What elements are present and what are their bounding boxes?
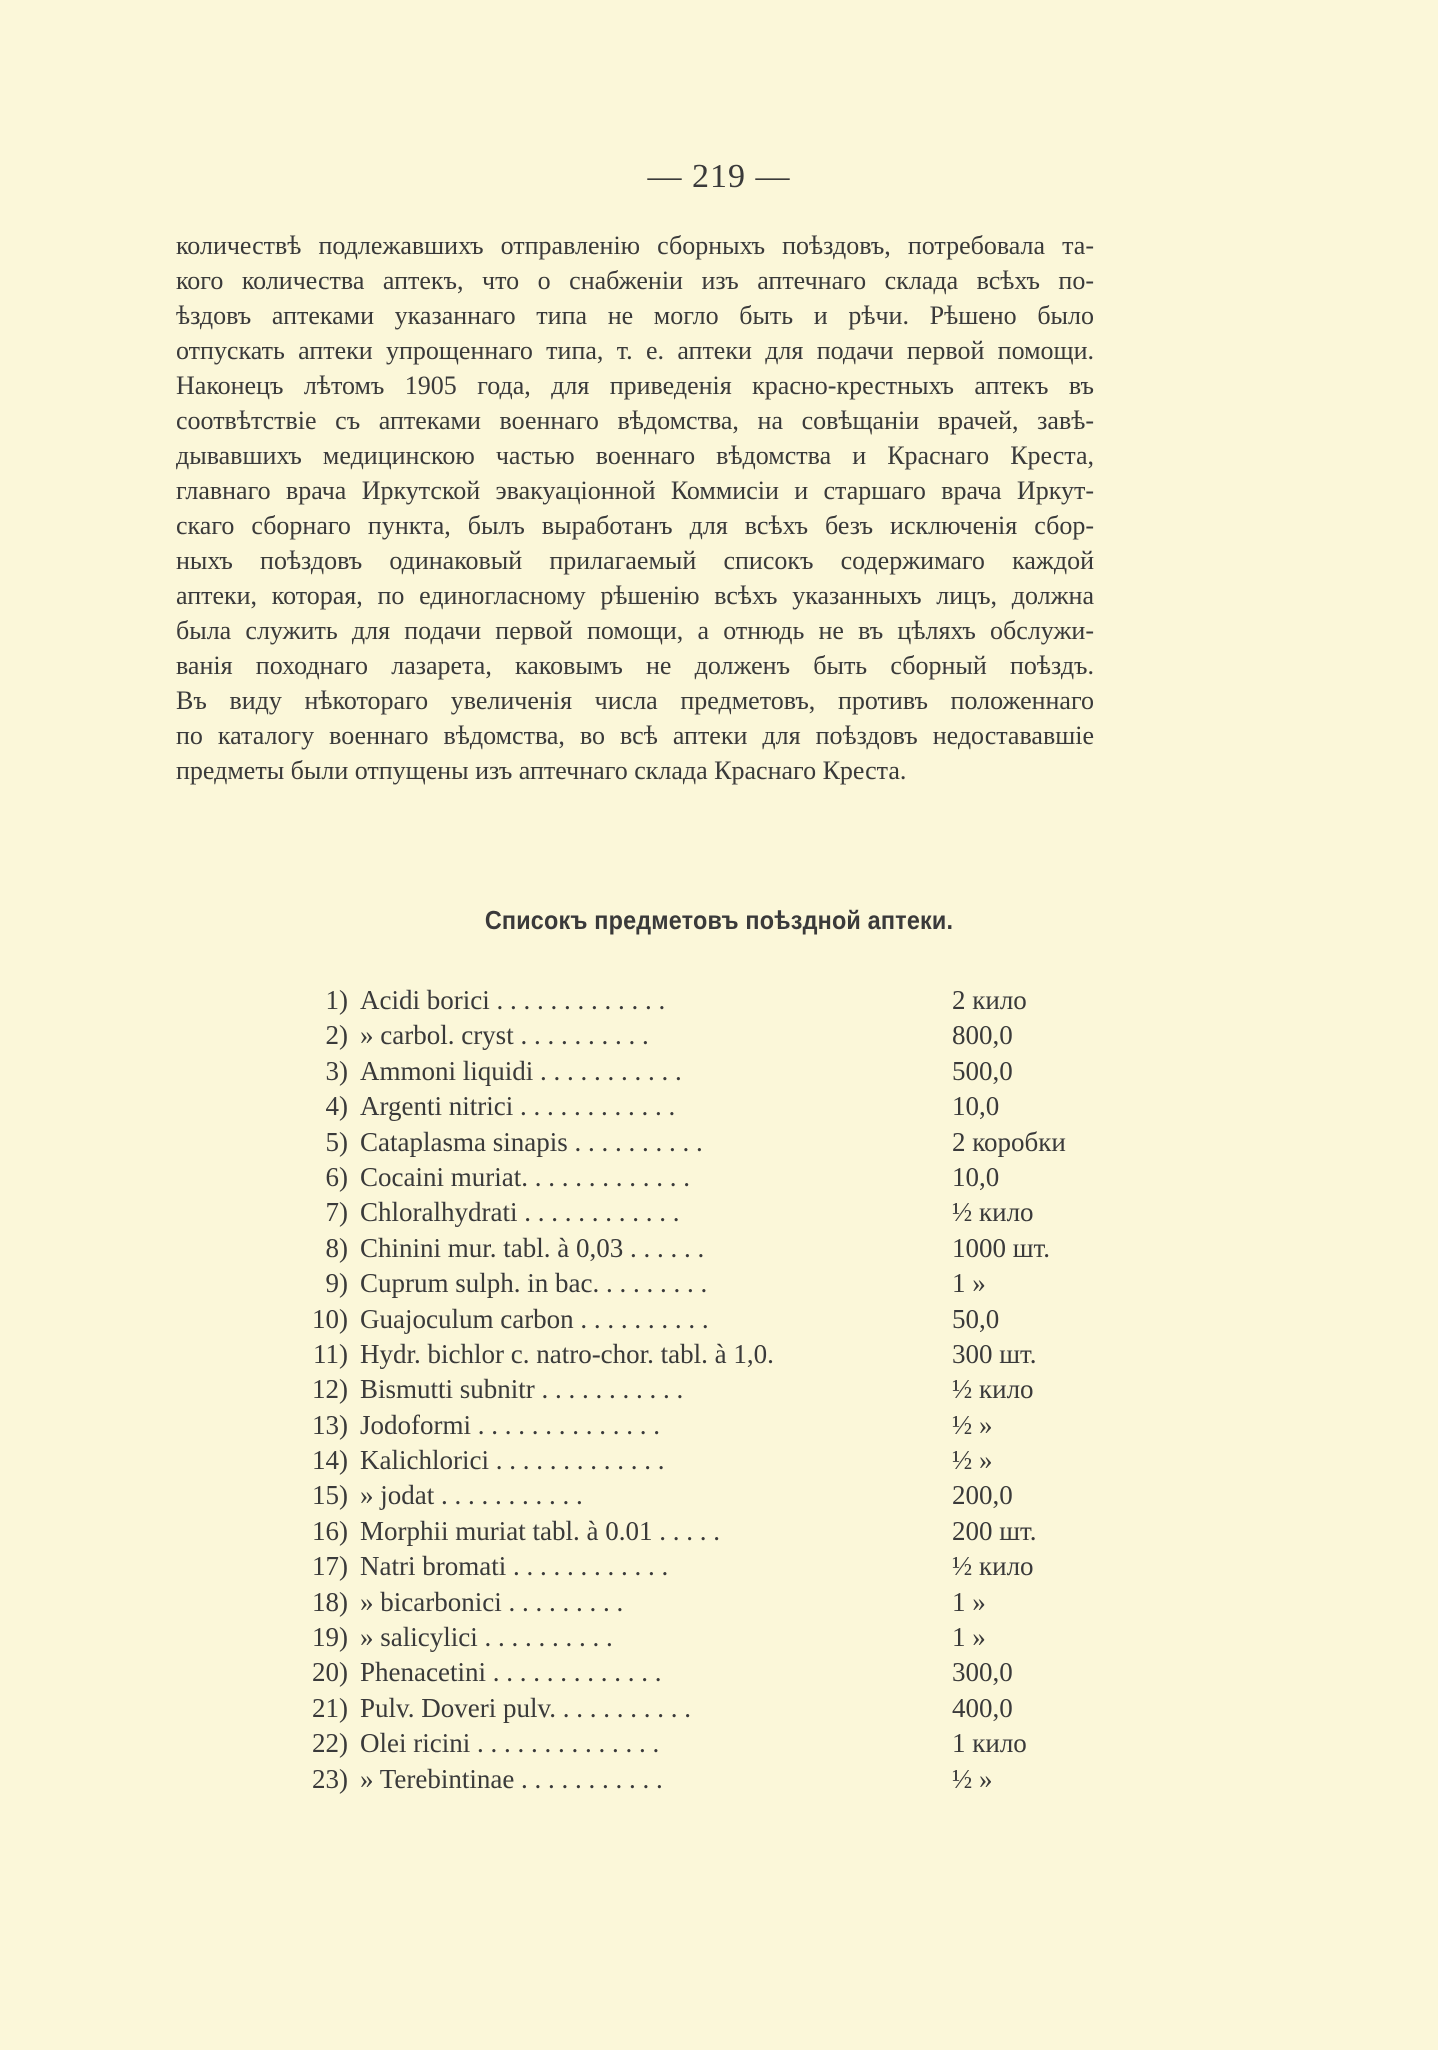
list-item [0,1195,1438,1230]
list-item [0,1408,1438,1443]
item-number: 3) [325,1055,348,1086]
item-quantity: 1 » [952,1586,986,1617]
list-item [0,1018,1438,1053]
paragraph-line: ѣздовъ аптеками указаннаго типа не могло быть и рѣчи. Рѣшено было [176,301,1094,330]
item-name: Ammoni liquidi . . . . . . . . . . . [360,1055,682,1086]
item-quantity: 10,0 [952,1091,1000,1122]
item-number: 22) [312,1728,348,1759]
list-item [0,1337,1438,1372]
item-quantity: 1 » [952,1268,986,1299]
paragraph-line: ванія походнаго лазарета, каковымъ не долженъ быть сборный поѣздъ. [176,651,1094,680]
item-quantity: 2 кило [952,985,1027,1015]
item-name: Acidi borici . . . . . . . . . . . . . [360,985,666,1015]
item-number: 2) [325,1020,348,1051]
item-quantity: ½ кило [952,1197,1034,1228]
item-name: Pulv. Doveri pulv. . . . . . . . . . . [360,1692,691,1723]
item-quantity: 1 » [952,1622,986,1653]
item-name: Bismutti subnitr . . . . . . . . . . . [360,1374,684,1405]
item-number: 6) [325,1161,348,1192]
list-item [0,1054,1438,1089]
item-quantity: 50,0 [952,1303,1000,1334]
paragraph-line: ныхъ поѣздовъ одинаковый прилагаемый списокъ содержимаго каждой [176,546,1094,575]
paragraph-line: была служить для подачи первой помощи, а отнюдь не въ цѣляхъ обслужи- [176,616,1094,645]
list-item [0,1302,1438,1337]
item-name: » jodat . . . . . . . . . . . [360,1480,583,1511]
item-number: 20) [312,1657,348,1688]
item-number: 10) [312,1303,348,1334]
item-quantity: ½ » [952,1445,993,1476]
item-quantity: ½ » [952,1763,993,1794]
item-name: Natri bromati . . . . . . . . . . . . [360,1551,669,1582]
list-item [0,1231,1438,1266]
item-number: 23) [312,1763,348,1794]
list-item [0,1089,1438,1124]
item-quantity: ½ кило [952,1374,1034,1405]
body-paragraph [176,228,1094,788]
paragraph-line: аптеки, которая, по единогласному рѣшенію всѣхъ указанныхъ лицъ, должна [176,581,1094,610]
list-item [0,1514,1438,1549]
item-name: Jodoformi . . . . . . . . . . . . . . [360,1409,660,1440]
item-number: 19) [312,1622,348,1653]
paragraph-line: отпускать аптеки упрощеннаго типа, т. е. аптеки для подачи первой помощи. [176,336,1094,365]
item-number: 14) [312,1445,348,1476]
list-item [0,1762,1438,1797]
item-name: » Terebintinae . . . . . . . . . . . [360,1763,663,1794]
item-number: 13) [312,1409,348,1440]
item-number: 11) [313,1338,348,1369]
list-item [0,1125,1438,1160]
item-name: Guajoculum carbon . . . . . . . . . . [360,1303,709,1334]
list-item [0,1478,1438,1513]
item-name: » salicylici . . . . . . . . . . [360,1622,613,1653]
item-number: 18) [312,1586,348,1617]
item-name: Olei ricini . . . . . . . . . . . . . . [360,1728,660,1759]
item-name: Argenti nitrici . . . . . . . . . . . . [360,1091,676,1122]
page-number: — 219 — [647,158,791,195]
list-item [0,1691,1438,1726]
item-number: 5) [325,1126,348,1157]
list-item [0,1620,1438,1655]
item-name: » carbol. cryst . . . . . . . . . . [360,1020,649,1051]
pharmacy-item-list [0,983,1438,1797]
item-quantity: 10,0 [952,1161,1000,1192]
list-item [0,1655,1438,1690]
item-name: Kalichlorici . . . . . . . . . . . . . [360,1445,665,1476]
item-name: » bicarbonici . . . . . . . . . [360,1586,624,1617]
item-name: Cataplasma sinapis . . . . . . . . . . [360,1126,703,1157]
list-title: Списокъ предметовъ поѣздной аптеки. [484,905,954,935]
list-item [0,1549,1438,1584]
item-name: Chinini mur. tabl. à 0,03 . . . . . . [360,1232,705,1263]
item-number: 4) [325,1091,348,1122]
item-quantity: 200,0 [952,1480,1013,1511]
item-quantity: 400,0 [952,1692,1013,1723]
paragraph-line: Наконецъ лѣтомъ 1905 года, для приведенія красно-крестныхъ аптекъ въ [176,371,1094,400]
list-item [0,983,1438,1018]
item-quantity: ½ кило [952,1551,1034,1582]
paragraph-line: скаго сборнаго пункта, былъ выработанъ для всѣхъ безъ исключенія сбор- [176,511,1094,540]
item-name: Hydr. bichlor c. natro-chor. tabl. à 1,0. [360,1338,774,1369]
item-quantity: 800,0 [952,1020,1013,1051]
list-item [0,1585,1438,1620]
item-number: 1) [325,985,348,1015]
item-name: Cocaini muriat. . . . . . . . . . . . . [360,1161,690,1192]
item-quantity: 500,0 [952,1055,1013,1086]
item-quantity: ½ » [952,1409,993,1440]
item-number: 15) [312,1480,348,1511]
paragraph-line: предметы были отпущены изъ аптечнаго склада Краснаго Креста. [176,756,907,785]
item-quantity: 1 кило [952,1728,1027,1759]
paragraph-line: дывавшихъ медицинскою частью военнаго вѣдомства и Краснаго Креста, [176,441,1094,470]
item-quantity: 1000 шт. [952,1232,1051,1263]
item-name: Chloralhydrati . . . . . . . . . . . . [360,1197,680,1228]
list-item [0,1266,1438,1301]
list-item [0,1443,1438,1478]
paragraph-line: по каталогу военнаго вѣдомства, во всѣ аптеки для поѣздовъ недостававшіе [176,721,1094,750]
item-quantity: 300,0 [952,1657,1013,1688]
item-number: 17) [312,1551,348,1582]
paragraph-line: кого количества аптекъ, что о снабженіи изъ аптечнаго склада всѣхъ по- [176,266,1094,295]
item-quantity: 200 шт. [952,1515,1037,1546]
list-item [0,1372,1438,1407]
item-number: 7) [325,1197,348,1228]
item-number: 9) [325,1268,348,1299]
item-number: 8) [325,1232,348,1263]
paragraph-line: Въ виду нѣкотораго увеличенія числа предметовъ, противъ положеннаго [176,686,1094,715]
item-number: 21) [312,1692,348,1723]
item-name: Cuprum sulph. in bac. . . . . . . . . [360,1268,708,1299]
list-item [0,1726,1438,1761]
paragraph-line: количествѣ подлежавшихъ отправленію сборныхъ поѣздовъ, потребовала та- [176,231,1094,260]
item-name: Phenacetini . . . . . . . . . . . . . [360,1657,662,1688]
paragraph-line: главнаго врача Иркутской эвакуаціонной Коммисіи и старшаго врача Иркут- [176,476,1094,505]
paragraph-line: соотвѣтствіе съ аптеками военнаго вѣдомства, на совѣщаніи врачей, завѣ- [176,406,1094,435]
item-number: 16) [312,1515,348,1546]
item-number: 12) [312,1374,348,1405]
list-item [0,1160,1438,1195]
item-quantity: 2 коробки [952,1126,1066,1157]
item-name: Morphii muriat tabl. à 0.01 . . . . . [360,1515,720,1546]
item-quantity: 300 шт. [952,1338,1037,1369]
